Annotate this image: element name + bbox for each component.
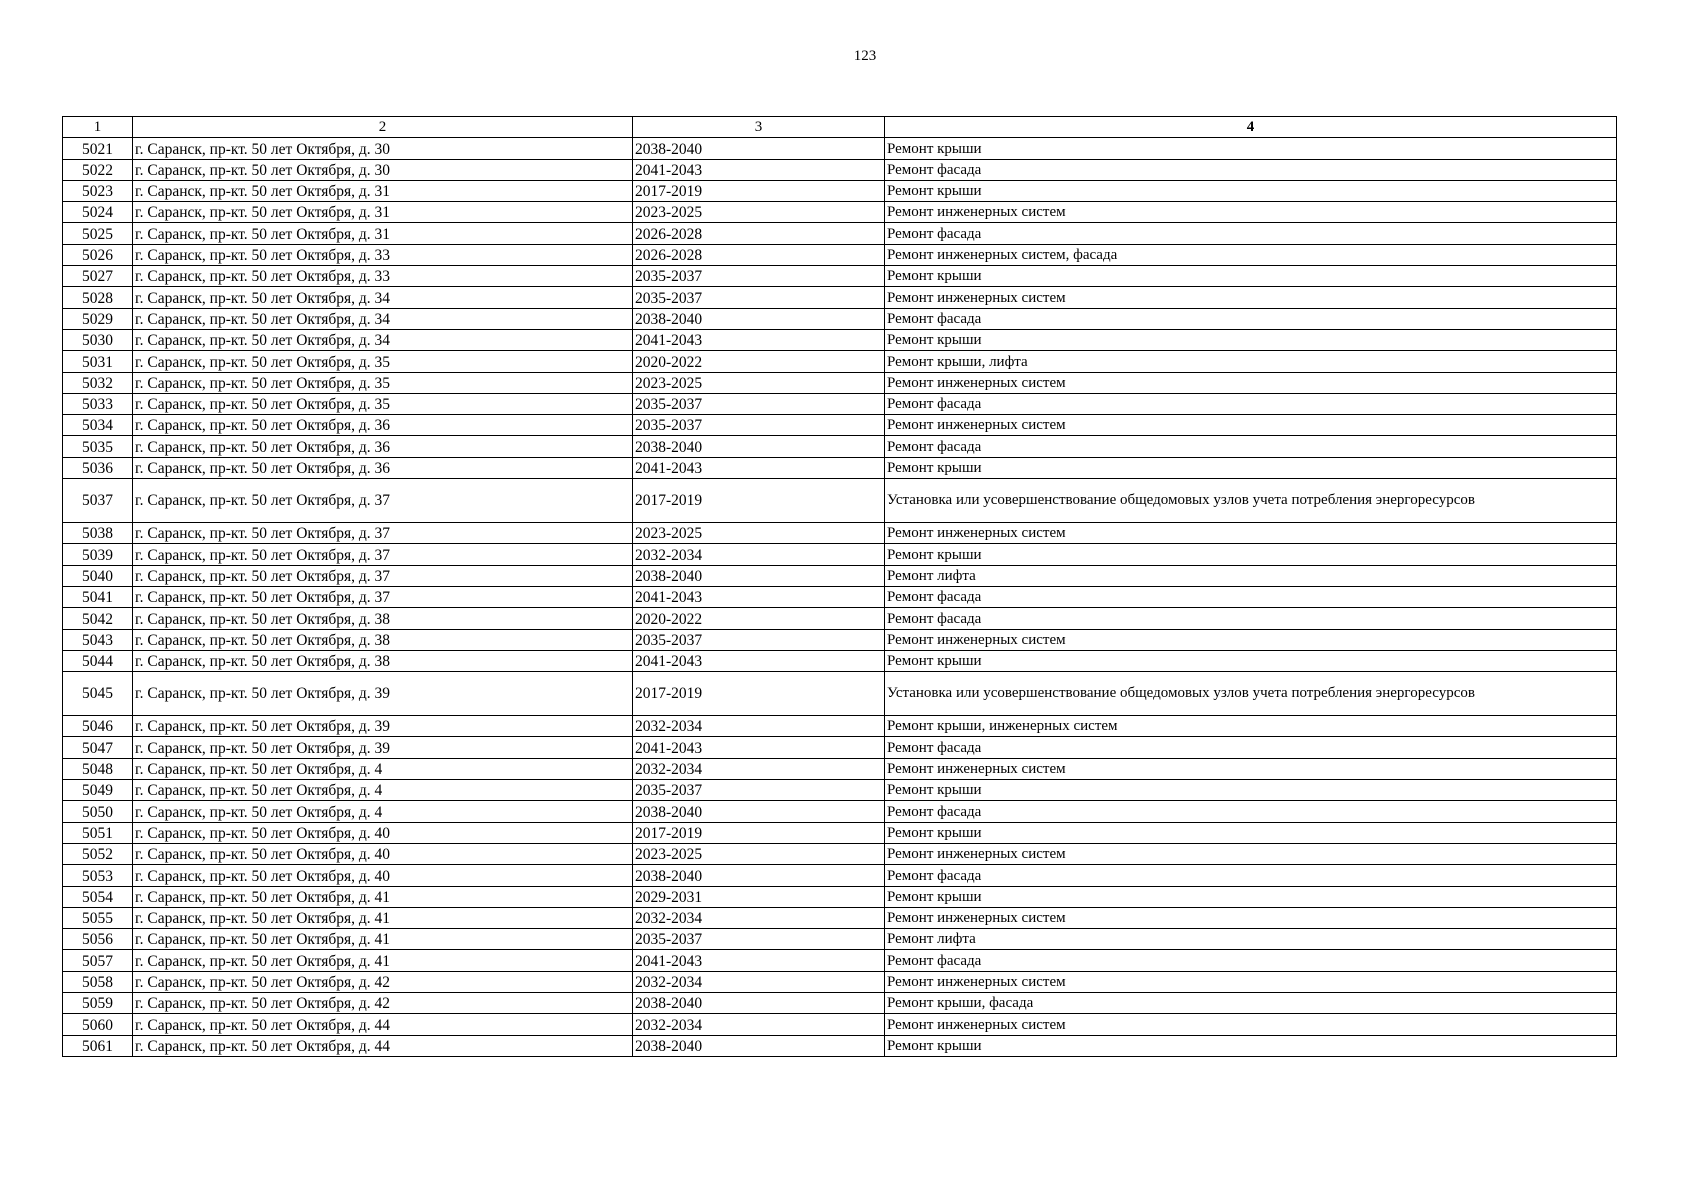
period-cell: 2038-2040 — [633, 138, 885, 159]
row-number-cell: 5058 — [63, 971, 133, 992]
column-header-2: 2 — [133, 117, 633, 138]
address-cell: г. Саранск, пр-кт. 50 лет Октября, д. 30 — [133, 138, 633, 159]
row-number-cell: 5027 — [63, 266, 133, 287]
work-type-cell: Ремонт инженерных систем — [885, 287, 1617, 308]
work-type-cell: Ремонт фасада — [885, 393, 1617, 414]
table-row — [63, 629, 1617, 650]
address-cell: г. Саранск, пр-кт. 50 лет Октября, д. 41 — [133, 886, 633, 907]
work-type-cell: Ремонт фасада — [885, 865, 1617, 886]
row-number-cell: 5025 — [63, 223, 133, 244]
address-cell: г. Саранск, пр-кт. 50 лет Октября, д. 4 — [133, 758, 633, 779]
period-cell: 2035-2037 — [633, 629, 885, 650]
table-row — [63, 907, 1617, 928]
work-type-cell: Ремонт инженерных систем — [885, 372, 1617, 393]
work-type-cell: Ремонт крыши — [885, 266, 1617, 287]
row-number-cell: 5060 — [63, 1014, 133, 1035]
work-type-cell: Ремонт крыши — [885, 650, 1617, 671]
period-cell: 2029-2031 — [633, 886, 885, 907]
table-row — [63, 586, 1617, 607]
table-row — [63, 393, 1617, 414]
address-cell: г. Саранск, пр-кт. 50 лет Октября, д. 41 — [133, 907, 633, 928]
period-cell: 2041-2043 — [633, 159, 885, 180]
work-type-cell: Ремонт крыши — [885, 180, 1617, 201]
work-type-cell: Ремонт инженерных систем — [885, 758, 1617, 779]
table-body — [63, 138, 1617, 1057]
period-cell: 2035-2037 — [633, 266, 885, 287]
address-cell: г. Саранск, пр-кт. 50 лет Октября, д. 37 — [133, 479, 633, 523]
work-type-cell: Ремонт крыши — [885, 822, 1617, 843]
address-cell: г. Саранск, пр-кт. 50 лет Октября, д. 40 — [133, 865, 633, 886]
row-number-cell: 5044 — [63, 650, 133, 671]
row-number-cell: 5026 — [63, 244, 133, 265]
address-cell: г. Саранск, пр-кт. 50 лет Октября, д. 34 — [133, 287, 633, 308]
work-type-cell: Ремонт фасада — [885, 436, 1617, 457]
period-cell: 2017-2019 — [633, 180, 885, 201]
table-row — [63, 801, 1617, 822]
work-type-cell: Ремонт крыши — [885, 329, 1617, 350]
period-cell: 2041-2043 — [633, 950, 885, 971]
work-type-cell: Ремонт инженерных систем — [885, 843, 1617, 864]
row-number-cell: 5030 — [63, 329, 133, 350]
row-number-cell: 5028 — [63, 287, 133, 308]
work-type-cell: Ремонт фасада — [885, 608, 1617, 629]
table-row — [63, 415, 1617, 436]
address-cell: г. Саранск, пр-кт. 50 лет Октября, д. 42 — [133, 971, 633, 992]
period-cell: 2038-2040 — [633, 992, 885, 1013]
period-cell: 2020-2022 — [633, 608, 885, 629]
period-cell: 2023-2025 — [633, 372, 885, 393]
row-number-cell: 5043 — [63, 629, 133, 650]
address-cell: г. Саранск, пр-кт. 50 лет Октября, д. 44 — [133, 1014, 633, 1035]
row-number-cell: 5037 — [63, 479, 133, 523]
address-cell: г. Саранск, пр-кт. 50 лет Октября, д. 36 — [133, 415, 633, 436]
work-type-cell: Ремонт фасада — [885, 159, 1617, 180]
row-number-cell: 5032 — [63, 372, 133, 393]
work-type-cell: Установка или усовершенствование общедомовых узлов учета потребления энергоресурсов — [885, 672, 1617, 716]
table-row — [63, 565, 1617, 586]
row-number-cell: 5046 — [63, 716, 133, 737]
table-row — [63, 544, 1617, 565]
row-number-cell: 5048 — [63, 758, 133, 779]
table-row — [63, 266, 1617, 287]
address-cell: г. Саранск, пр-кт. 50 лет Октября, д. 38 — [133, 629, 633, 650]
table-row — [63, 180, 1617, 201]
work-type-cell: Ремонт инженерных систем — [885, 523, 1617, 544]
period-cell: 2041-2043 — [633, 650, 885, 671]
work-type-cell: Ремонт крыши — [885, 1035, 1617, 1056]
table-row — [63, 672, 1617, 716]
period-cell: 2020-2022 — [633, 351, 885, 372]
table-row — [63, 737, 1617, 758]
table-row — [63, 202, 1617, 223]
address-cell: г. Саранск, пр-кт. 50 лет Октября, д. 40 — [133, 822, 633, 843]
row-number-cell: 5041 — [63, 586, 133, 607]
work-type-cell: Ремонт крыши, лифта — [885, 351, 1617, 372]
work-type-cell: Ремонт фасада — [885, 801, 1617, 822]
address-cell: г. Саранск, пр-кт. 50 лет Октября, д. 35 — [133, 351, 633, 372]
row-number-cell: 5038 — [63, 523, 133, 544]
address-cell: г. Саранск, пр-кт. 50 лет Октября, д. 41 — [133, 950, 633, 971]
row-number-cell: 5042 — [63, 608, 133, 629]
row-number-cell: 5051 — [63, 822, 133, 843]
table-row — [63, 971, 1617, 992]
address-cell: г. Саранск, пр-кт. 50 лет Октября, д. 40 — [133, 843, 633, 864]
row-number-cell: 5050 — [63, 801, 133, 822]
work-type-cell: Ремонт лифта — [885, 929, 1617, 950]
row-number-cell: 5061 — [63, 1035, 133, 1056]
work-type-cell: Ремонт инженерных систем — [885, 1014, 1617, 1035]
period-cell: 2032-2034 — [633, 758, 885, 779]
work-type-cell: Ремонт инженерных систем — [885, 202, 1617, 223]
table-row — [63, 929, 1617, 950]
row-number-cell: 5035 — [63, 436, 133, 457]
address-cell: г. Саранск, пр-кт. 50 лет Октября, д. 37 — [133, 544, 633, 565]
row-number-cell: 5040 — [63, 565, 133, 586]
row-number-cell: 5033 — [63, 393, 133, 414]
work-type-cell: Ремонт фасада — [885, 223, 1617, 244]
row-number-cell: 5052 — [63, 843, 133, 864]
work-type-cell: Ремонт инженерных систем — [885, 415, 1617, 436]
work-type-cell: Ремонт крыши — [885, 544, 1617, 565]
table-row — [63, 608, 1617, 629]
work-type-cell: Ремонт крыши, инженерных систем — [885, 716, 1617, 737]
period-cell: 2038-2040 — [633, 801, 885, 822]
period-cell: 2017-2019 — [633, 822, 885, 843]
period-cell: 2035-2037 — [633, 929, 885, 950]
table-row — [63, 716, 1617, 737]
work-type-cell: Ремонт фасада — [885, 308, 1617, 329]
table-row — [63, 351, 1617, 372]
period-cell: 2023-2025 — [633, 523, 885, 544]
row-number-cell: 5045 — [63, 672, 133, 716]
address-cell: г. Саранск, пр-кт. 50 лет Октября, д. 37 — [133, 586, 633, 607]
address-cell: г. Саранск, пр-кт. 50 лет Октября, д. 33 — [133, 244, 633, 265]
work-type-cell: Ремонт крыши — [885, 886, 1617, 907]
work-type-cell: Ремонт крыши, фасада — [885, 992, 1617, 1013]
period-cell: 2038-2040 — [633, 436, 885, 457]
table-row — [63, 780, 1617, 801]
table-row — [63, 843, 1617, 864]
row-number-cell: 5053 — [63, 865, 133, 886]
table-row — [63, 287, 1617, 308]
period-cell: 2032-2034 — [633, 544, 885, 565]
address-cell: г. Саранск, пр-кт. 50 лет Октября, д. 31 — [133, 223, 633, 244]
row-number-cell: 5024 — [63, 202, 133, 223]
work-type-cell: Ремонт инженерных систем — [885, 907, 1617, 928]
address-cell: г. Саранск, пр-кт. 50 лет Октября, д. 34 — [133, 329, 633, 350]
period-cell: 2017-2019 — [633, 672, 885, 716]
row-number-cell: 5031 — [63, 351, 133, 372]
table-row — [63, 372, 1617, 393]
period-cell: 2032-2034 — [633, 971, 885, 992]
address-cell: г. Саранск, пр-кт. 50 лет Октября, д. 37 — [133, 565, 633, 586]
table-row — [63, 479, 1617, 523]
address-cell: г. Саранск, пр-кт. 50 лет Октября, д. 31 — [133, 202, 633, 223]
address-cell: г. Саранск, пр-кт. 50 лет Октября, д. 35 — [133, 393, 633, 414]
address-cell: г. Саранск, пр-кт. 50 лет Октября, д. 38 — [133, 650, 633, 671]
period-cell: 2041-2043 — [633, 457, 885, 478]
period-cell: 2038-2040 — [633, 308, 885, 329]
period-cell: 2026-2028 — [633, 244, 885, 265]
row-number-cell: 5054 — [63, 886, 133, 907]
column-header-4: 4 — [885, 117, 1617, 138]
repair-schedule-table — [62, 116, 1617, 1057]
row-number-cell: 5023 — [63, 180, 133, 201]
row-number-cell: 5022 — [63, 159, 133, 180]
address-cell: г. Саранск, пр-кт. 50 лет Октября, д. 39 — [133, 716, 633, 737]
period-cell: 2035-2037 — [633, 287, 885, 308]
address-cell: г. Саранск, пр-кт. 50 лет Октября, д. 38 — [133, 608, 633, 629]
table-row — [63, 1035, 1617, 1056]
period-cell: 2032-2034 — [633, 907, 885, 928]
period-cell: 2041-2043 — [633, 737, 885, 758]
page-number: 123 — [853, 48, 877, 64]
work-type-cell: Ремонт крыши — [885, 457, 1617, 478]
period-cell: 2038-2040 — [633, 565, 885, 586]
table-row — [63, 886, 1617, 907]
period-cell: 2017-2019 — [633, 479, 885, 523]
table-row — [63, 329, 1617, 350]
address-cell: г. Саранск, пр-кт. 50 лет Октября, д. 36 — [133, 436, 633, 457]
period-cell: 2026-2028 — [633, 223, 885, 244]
row-number-cell: 5039 — [63, 544, 133, 565]
table-row — [63, 758, 1617, 779]
work-type-cell: Ремонт фасада — [885, 950, 1617, 971]
table-row — [63, 992, 1617, 1013]
row-number-cell: 5036 — [63, 457, 133, 478]
row-number-cell: 5059 — [63, 992, 133, 1013]
table-row — [63, 865, 1617, 886]
period-cell: 2038-2040 — [633, 865, 885, 886]
address-cell: г. Саранск, пр-кт. 50 лет Октября, д. 39 — [133, 737, 633, 758]
work-type-cell: Ремонт фасада — [885, 586, 1617, 607]
row-number-cell: 5029 — [63, 308, 133, 329]
address-cell: г. Саранск, пр-кт. 50 лет Октября, д. 4 — [133, 801, 633, 822]
table-row — [63, 244, 1617, 265]
period-cell: 2035-2037 — [633, 780, 885, 801]
column-header-3: 3 — [633, 117, 885, 138]
table-row — [63, 822, 1617, 843]
work-type-cell: Ремонт крыши — [885, 138, 1617, 159]
row-number-cell: 5021 — [63, 138, 133, 159]
work-type-cell: Установка или усовершенствование общедомовых узлов учета потребления энергоресурсов — [885, 479, 1617, 523]
row-number-cell: 5034 — [63, 415, 133, 436]
header-row — [63, 117, 1617, 138]
work-type-cell: Ремонт инженерных систем, фасада — [885, 244, 1617, 265]
period-cell: 2038-2040 — [633, 1035, 885, 1056]
period-cell: 2041-2043 — [633, 329, 885, 350]
work-type-cell: Ремонт инженерных систем — [885, 971, 1617, 992]
address-cell: г. Саранск, пр-кт. 50 лет Октября, д. 33 — [133, 266, 633, 287]
table-row — [63, 650, 1617, 671]
row-number-cell: 5057 — [63, 950, 133, 971]
work-type-cell: Ремонт крыши — [885, 780, 1617, 801]
address-cell: г. Саранск, пр-кт. 50 лет Октября, д. 35 — [133, 372, 633, 393]
address-cell: г. Саранск, пр-кт. 50 лет Октября, д. 44 — [133, 1035, 633, 1056]
address-cell: г. Саранск, пр-кт. 50 лет Октября, д. 34 — [133, 308, 633, 329]
address-cell: г. Саранск, пр-кт. 50 лет Октября, д. 4 — [133, 780, 633, 801]
row-number-cell: 5047 — [63, 737, 133, 758]
address-cell: г. Саранск, пр-кт. 50 лет Октября, д. 42 — [133, 992, 633, 1013]
table-row — [63, 523, 1617, 544]
address-cell: г. Саранск, пр-кт. 50 лет Октября, д. 37 — [133, 523, 633, 544]
work-type-cell: Ремонт фасада — [885, 737, 1617, 758]
row-number-cell: 5056 — [63, 929, 133, 950]
period-cell: 2023-2025 — [633, 202, 885, 223]
period-cell: 2032-2034 — [633, 716, 885, 737]
table-row — [63, 1014, 1617, 1035]
work-type-cell: Ремонт инженерных систем — [885, 629, 1617, 650]
period-cell: 2035-2037 — [633, 415, 885, 436]
address-cell: г. Саранск, пр-кт. 50 лет Октября, д. 31 — [133, 180, 633, 201]
table-row — [63, 950, 1617, 971]
work-type-cell: Ремонт лифта — [885, 565, 1617, 586]
row-number-cell: 5055 — [63, 907, 133, 928]
table-row — [63, 308, 1617, 329]
table-row — [63, 436, 1617, 457]
column-header-1: 1 — [63, 117, 133, 138]
table-row — [63, 223, 1617, 244]
address-cell: г. Саранск, пр-кт. 50 лет Октября, д. 36 — [133, 457, 633, 478]
table-row — [63, 457, 1617, 478]
row-number-cell: 5049 — [63, 780, 133, 801]
table-row — [63, 138, 1617, 159]
table-header — [63, 117, 1617, 138]
period-cell: 2023-2025 — [633, 843, 885, 864]
address-cell: г. Саранск, пр-кт. 50 лет Октября, д. 39 — [133, 672, 633, 716]
period-cell: 2041-2043 — [633, 586, 885, 607]
period-cell: 2032-2034 — [633, 1014, 885, 1035]
table-row — [63, 159, 1617, 180]
period-cell: 2035-2037 — [633, 393, 885, 414]
address-cell: г. Саранск, пр-кт. 50 лет Октября, д. 41 — [133, 929, 633, 950]
address-cell: г. Саранск, пр-кт. 50 лет Октября, д. 30 — [133, 159, 633, 180]
